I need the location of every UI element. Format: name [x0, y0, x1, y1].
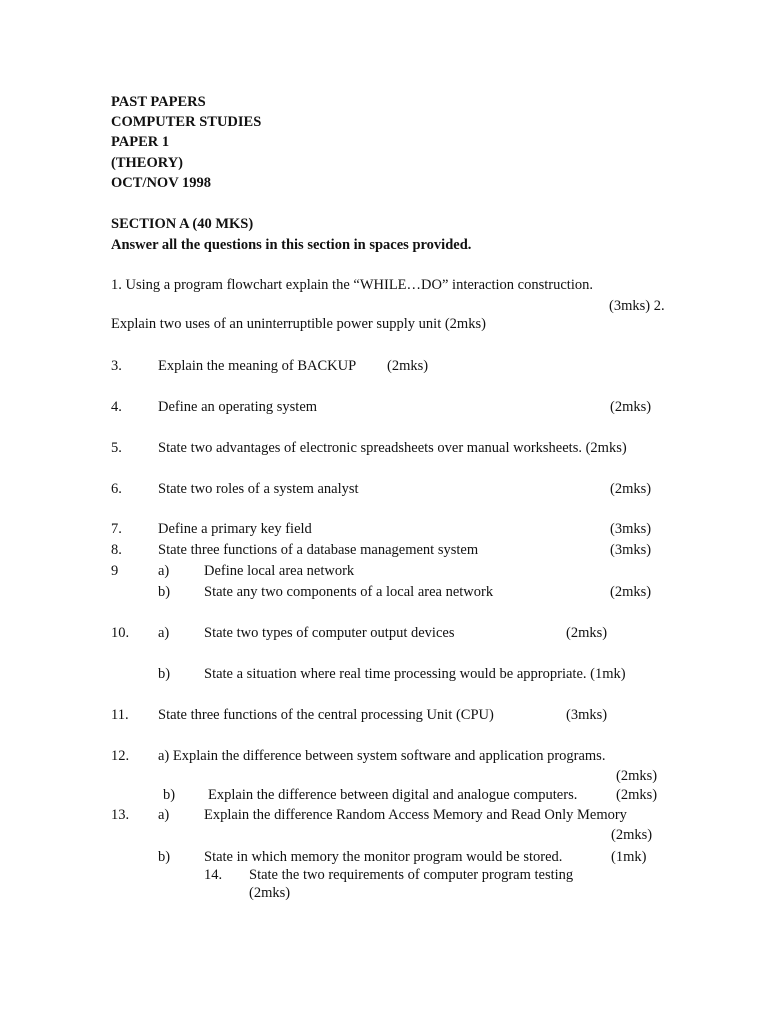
section-title: SECTION A (40 MKS) [111, 216, 254, 232]
question-6-marks: (2mks) [610, 481, 652, 497]
question-12b-label: b) [163, 787, 176, 803]
question-13a-text: Explain the difference Random Access Memory and Read Only Memory [204, 807, 627, 823]
question-9a-label: a) [158, 563, 170, 579]
question-14-marks: (2mks) [249, 885, 291, 901]
question-13b-label: b) [158, 849, 171, 865]
question-4-marks: (2mks) [610, 399, 652, 415]
question-12b-marks: (2mks) [616, 787, 658, 803]
question-1-marks: (3mks) 2. [609, 298, 665, 314]
question-14-number: 14. [204, 867, 223, 883]
header-theory: (THEORY) [111, 155, 183, 171]
question-9-number: 9 [111, 563, 119, 579]
question-5-text: State two advantages of electronic spreadsheets over manual worksheets. (2mks) [158, 440, 627, 456]
question-13a-marks: (2mks) [611, 827, 653, 843]
question-13-number: 13. [111, 807, 130, 823]
question-11-text: State three functions of the central processing Unit (CPU) [158, 707, 494, 723]
question-9b-marks: (2mks) [610, 584, 652, 600]
question-11-number: 11. [111, 707, 129, 723]
question-5-number: 5. [111, 440, 122, 456]
question-12b-text: Explain the difference between digital and analogue computers. [208, 787, 578, 803]
question-7-text: Define a primary key field [158, 521, 312, 537]
question-13b-marks: (1mk) [611, 849, 647, 865]
question-4-text: Define an operating system [158, 399, 318, 415]
question-3-marks: (2mks) [387, 358, 429, 374]
question-11-marks: (3mks) [566, 707, 608, 723]
question-14-text: State the two requirements of computer program testing [249, 867, 574, 883]
question-10b-text: State a situation where real time processing would be appropriate. (1mk) [204, 666, 626, 682]
question-9b-text: State any two components of a local area network [204, 584, 494, 600]
question-13b-text: State in which memory the monitor program would be stored. [204, 849, 563, 865]
question-6-text: State two roles of a system analyst [158, 481, 359, 497]
question-8-marks: (3mks) [610, 542, 652, 558]
header-paper: PAPER 1 [111, 134, 170, 150]
question-7-number: 7. [111, 521, 122, 537]
header-past-papers: PAST PAPERS [111, 94, 206, 110]
question-3-number: 3. [111, 358, 122, 374]
question-10-number: 10. [111, 625, 130, 641]
question-12a-marks: (2mks) [616, 768, 658, 784]
question-10a-label: a) [158, 625, 170, 641]
header-date: OCT/NOV 1998 [111, 175, 212, 191]
question-10a-text: State two types of computer output devices [204, 625, 455, 641]
question-8-number: 8. [111, 542, 122, 558]
question-6-number: 6. [111, 481, 122, 497]
question-8-text: State three functions of a database management system [158, 542, 479, 558]
question-9a-text: Define local area network [204, 563, 355, 579]
question-9b-label: b) [158, 584, 171, 600]
question-13a-label: a) [158, 807, 170, 823]
question-10b-label: b) [158, 666, 171, 682]
question-7-marks: (3mks) [610, 521, 652, 537]
question-12-number: 12. [111, 748, 130, 764]
header-subject: COMPUTER STUDIES [111, 114, 262, 130]
section-instruction: Answer all the questions in this section in spaces provided. [111, 237, 472, 253]
question-1-text: 1. Using a program flowchart explain the “WHILE…DO” interaction construction. [111, 277, 593, 293]
question-2-text: Explain two uses of an uninterruptible power supply unit (2mks) [111, 316, 486, 332]
question-12a-text: a) Explain the difference between system software and application programs. [158, 748, 606, 764]
question-10a-marks: (2mks) [566, 625, 608, 641]
question-4-number: 4. [111, 399, 122, 415]
question-3-text: Explain the meaning of BACKUP [158, 358, 357, 374]
